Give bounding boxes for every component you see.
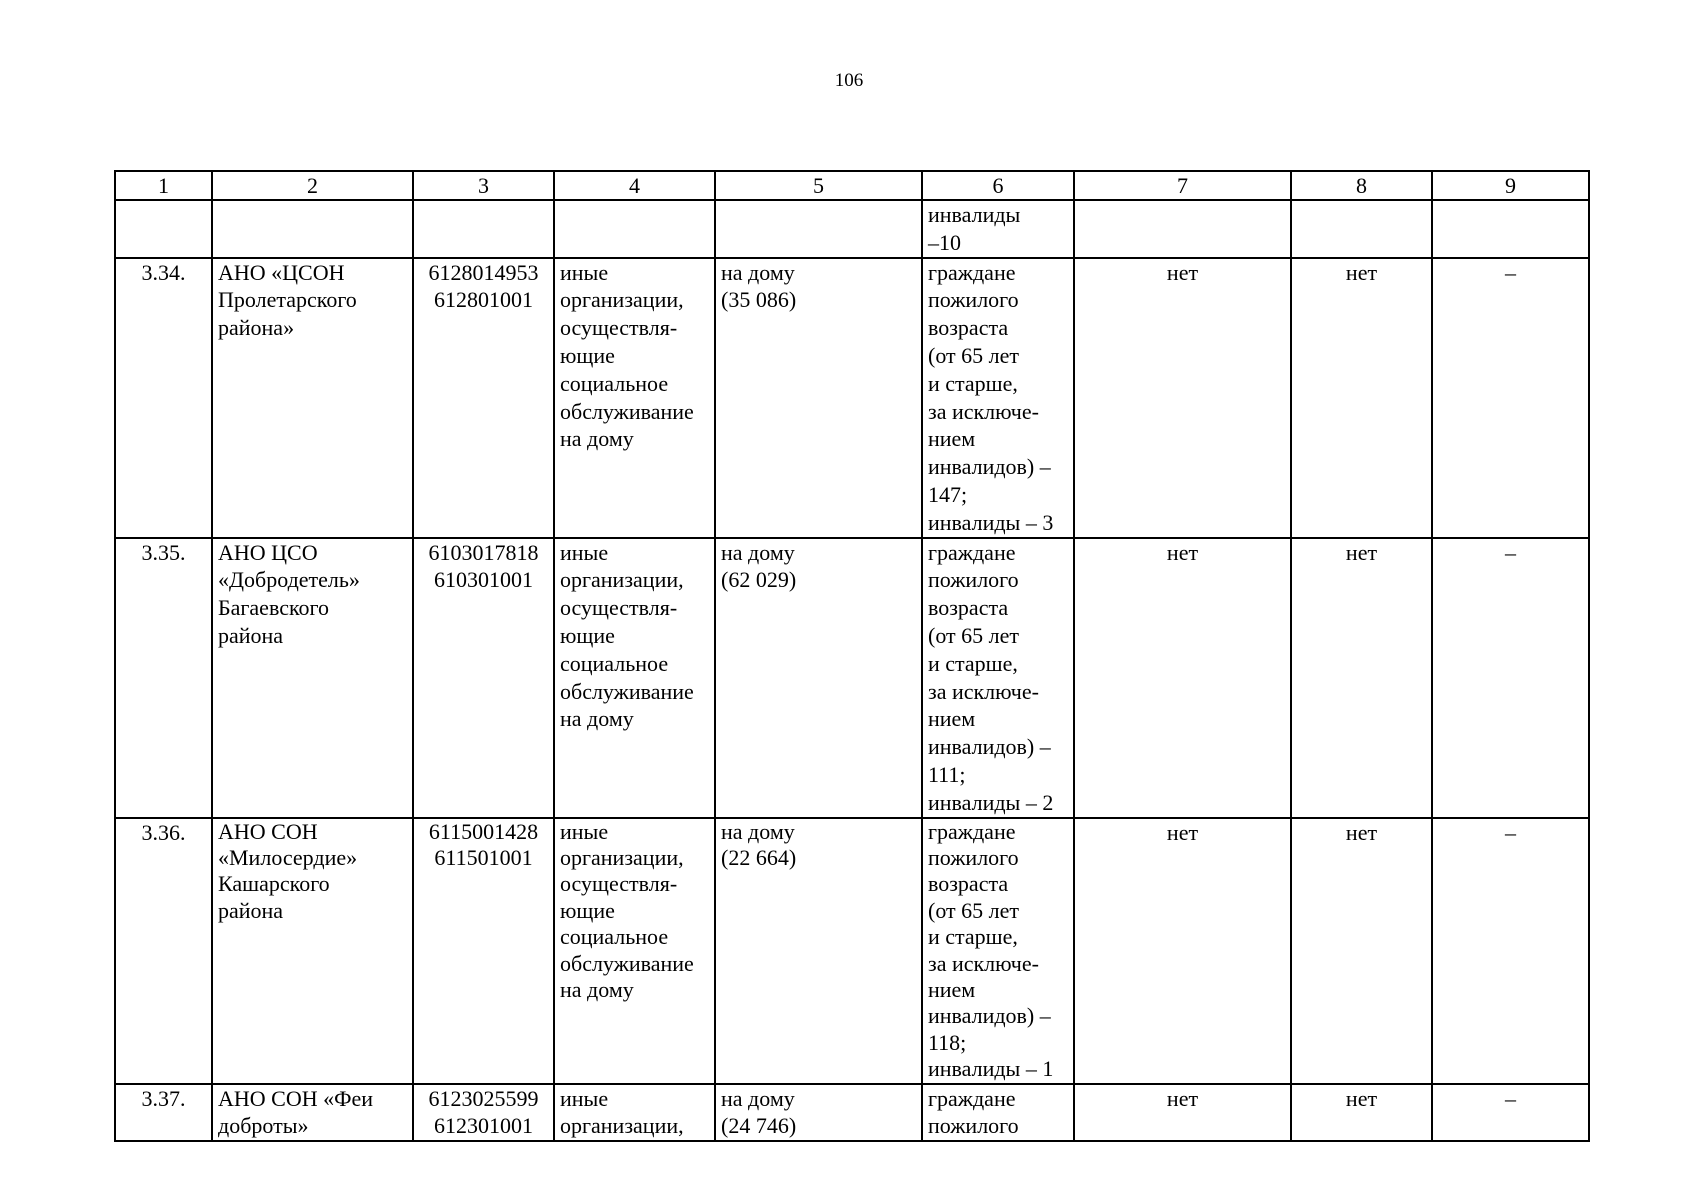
col9-value: – — [1432, 818, 1589, 1084]
row-number: 3.35. — [115, 538, 212, 818]
header-cell: 4 — [554, 171, 715, 200]
organization-type: иные организации, осуществля- ющие социальное обслуживание на дому — [554, 538, 715, 818]
organization-name: АНО СОН «Феи доброты» — [212, 1084, 413, 1142]
table-row — [115, 1084, 1589, 1142]
organization-type: иные организации, осуществля- ющие социальное обслуживание на дому — [554, 258, 715, 538]
col8-value: нет — [1291, 538, 1432, 818]
header-cell: 3 — [413, 171, 554, 200]
inn-kpp-codes: 6128014953 612801001 — [413, 258, 554, 538]
organization-name: АНО СОН «Милосердие» Кашарского района — [212, 818, 413, 1084]
table-header-row — [115, 171, 1589, 200]
col9-value: – — [1432, 1084, 1589, 1142]
col7-value: нет — [1074, 1084, 1291, 1142]
inn-kpp-codes: 6115001428 611501001 — [413, 818, 554, 1084]
service-form: на дому (62 029) — [715, 538, 922, 818]
table-row — [115, 818, 1589, 1084]
header-cell: 1 — [115, 171, 212, 200]
col8-value: нет — [1291, 1084, 1432, 1142]
data-table — [114, 170, 1590, 1142]
header-cell: 7 — [1074, 171, 1291, 200]
recipients-cell: граждане пожилого — [922, 1084, 1074, 1142]
recipients-cell: граждане пожилого возраста (от 65 лет и старше, за исключе- нием инвалидов) – 118; инвалиды – 1 — [922, 818, 1074, 1084]
header-cell: 2 — [212, 171, 413, 200]
header-cell: 6 — [922, 171, 1074, 200]
service-form: на дому (24 746) — [715, 1084, 922, 1142]
organization-name: АНО «ЦСОН Пролетарского района» — [212, 258, 413, 538]
header-cell: 5 — [715, 171, 922, 200]
header-cell: 8 — [1291, 171, 1432, 200]
recipients-cell: граждане пожилого возраста (от 65 лет и старше, за исключе- нием инвалидов) – 111; инвалиды – 2 — [922, 538, 1074, 818]
row-number: 3.36. — [115, 818, 212, 1084]
col9-value: – — [1432, 258, 1589, 538]
table-row — [115, 258, 1589, 538]
col7-value: нет — [1074, 818, 1291, 1084]
col7-value: нет — [1074, 258, 1291, 538]
page-number: 106 — [834, 70, 864, 91]
inn-kpp-codes: 6123025599 612301001 — [413, 1084, 554, 1142]
table-row-continuation — [115, 200, 1589, 258]
header-cell: 9 — [1432, 171, 1589, 200]
col8-value: нет — [1291, 818, 1432, 1084]
service-form: на дому (22 664) — [715, 818, 922, 1084]
col8-value: нет — [1291, 258, 1432, 538]
organization-type: иные организации, — [554, 1084, 715, 1142]
organization-name: АНО ЦСО «Добродетель» Багаевского района — [212, 538, 413, 818]
recipients-cell: инвалиды –10 — [922, 200, 1074, 258]
service-form: на дому (35 086) — [715, 258, 922, 538]
table-row — [115, 538, 1589, 818]
col9-value: – — [1432, 538, 1589, 818]
recipients-cell: граждане пожилого возраста (от 65 лет и старше, за исключе- нием инвалидов) – 147; инвалиды – 3 — [922, 258, 1074, 538]
row-number: 3.37. — [115, 1084, 212, 1142]
col7-value: нет — [1074, 538, 1291, 818]
row-number: 3.34. — [115, 258, 212, 538]
organization-type: иные организации, осуществля- ющие социальное обслуживание на дому — [554, 818, 715, 1084]
inn-kpp-codes: 6103017818 610301001 — [413, 538, 554, 818]
